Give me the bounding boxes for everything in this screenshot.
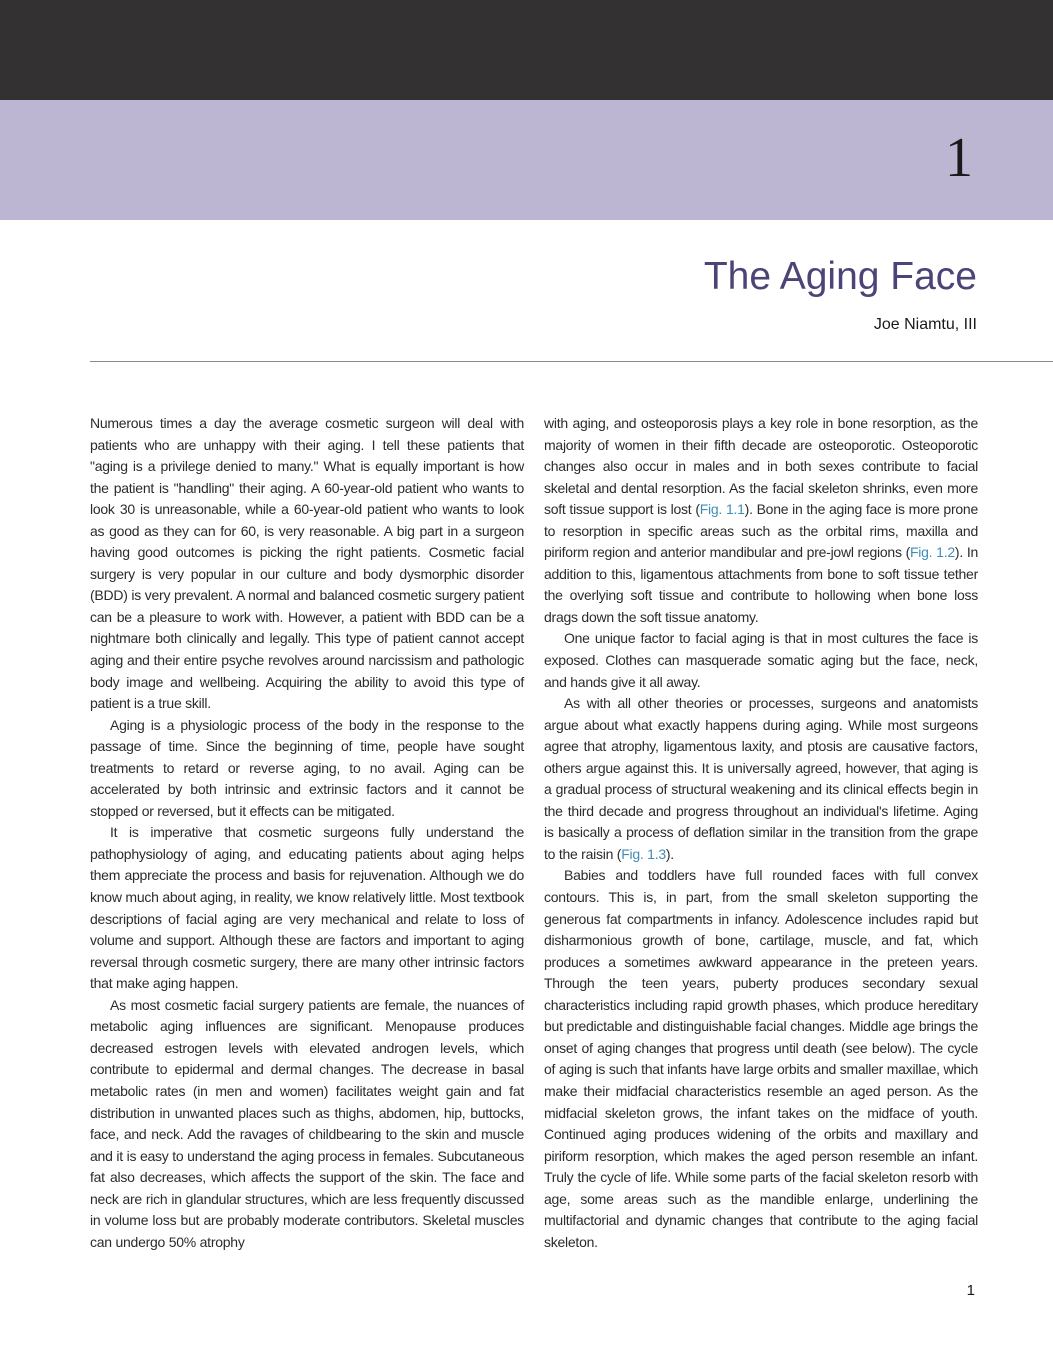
body-column-left [90, 413, 524, 1253]
body-column-right [544, 413, 978, 1253]
chapter-title: The Aging Face [703, 255, 977, 298]
paragraph-text: ). [665, 845, 674, 862]
paragraph-text: As with all other theories or processes, surgeons and anatomists argue about what exactly happens during aging. While most surgeons agree that atrophy, ligamentous laxity, and ptosis are causative factors, others argue against this. It is universally agreed, however, that aging is a gradual process of structural weakening and its clinical effects begin in the third decade and progress throughout an individual's lifetime. Aging is basically a process of deflation similar in the transition from the grape to the raisin ( [544, 695, 978, 862]
paragraph-text: Babies and toddlers have full rounded faces with full convex contours. This is, in part, from the small skeleton supporting the generous fat compartments in infancy. Adolescence includes rapid but disharmonious growth of bone, cartilage, muscle, and fat, which produces a sometimes awkward appearance in the preteen years. Through the teen years, puberty produces secondary sexual characteristics including rapid growth phases, which produce hereditary but predictable and distinguishable facial changes. Middle age brings the onset of aging changes that progress until death (see below). The cycle of aging is such that infants have large orbits and smaller maxillae, which make their midfacial characteristics resemble an aged person. As the midfacial skeleton grows, the infant takes on the midface of youth. Continued aging produces widening of the orbits and maxillary and piriform resorption, which makes the aged person resemble an infant. Truly the cycle of life. While some parts of the facial skeleton resorb with age, some areas such as the mandible enlarge, underlining the multifactorial and dynamic changes that contribute to the aging facial skeleton. [544, 867, 978, 1250]
body-paragraph [90, 413, 524, 715]
page-number: 1 [966, 1282, 975, 1299]
body-paragraph [90, 822, 524, 994]
paragraph-text: Aging is a physiologic process of the body in the response to the passage of time. Since the beginning of time, people have sought treatments to retard or reverse aging, to no avail. Aging can be accelerated by both intrinsic and extrinsic factors and it cannot be stopped or reversed, but it effects can be mitigated. [90, 716, 524, 819]
chapter-banner [0, 100, 1053, 220]
paragraph-text: One unique factor to facial aging is that in most cultures the face is exposed. Clothes can masquerade somatic aging but the face, neck, and hands give it all away. [544, 630, 978, 690]
body-paragraph [544, 413, 978, 628]
body-paragraph [544, 693, 978, 865]
paragraph-text: It is imperative that cosmetic surgeons fully understand the pathophysiology of aging, and educating patients about aging helps them appreciate the process and basis for rejuvenation. Although we do know much about aging, in reality, we know relatively little. Most textbook descriptions of facial aging are very mechanical and relate to loss of volume and support. Although these are factors and important to aging reversal through cosmetic surgery, there are many other intrinsic factors that make aging happen. [90, 824, 524, 992]
body-paragraph [544, 628, 978, 693]
body-paragraph [90, 995, 524, 1254]
paragraph-text: with aging, and osteoporosis plays a key role in bone resorption, as the majority of women in their fifth decade are osteoporotic. Osteoporotic changes also occur in males and in both sexes contribute to facial skeletal and dental resorption. As the facial skeleton shrinks, even more soft tissue support is lost ( [544, 415, 978, 518]
title-divider [90, 361, 1053, 362]
figure-reference-link[interactable]: Fig. 1.2 [909, 544, 955, 561]
paragraph-text: ). Bone in the aging face is more prone to resorption in specific areas such as the orbital rims, maxilla and piriform region and anterior mandibular and pre-jowl regions ( [544, 501, 978, 561]
figure-reference-link[interactable]: Fig. 1.1 [699, 501, 745, 518]
paragraph-text: As most cosmetic facial surgery patients are female, the nuances of metabolic aging influences are significant. Menopause produces decreased estrogen levels with elevated androgen levels, which contribute to epidermal and dermal changes. The decrease in basal metabolic rates (in men and women) facilitates weight gain and fat distribution in unwanted places such as thighs, abdomen, hip, buttocks, face, and neck. Add the ravages of childbearing to the skin and muscle and it is easy to understand the aging process in females. Subcutaneous fat also decreases, which affects the support of the skin. The face and neck are rich in glandular structures, which are less frequently discussed in volume loss but are probably moderate contributors. Skeletal muscles can undergo 50% atrophy [90, 996, 524, 1250]
chapter-number: 1 [945, 127, 973, 189]
figure-reference-link[interactable]: Fig. 1.3 [621, 845, 666, 862]
chapter-author: Joe Niamtu, III [873, 316, 977, 333]
paragraph-text: ). In addition to this, ligamentous attachments from bone to soft tissue tether the overlying soft tissue and contribute to hollowing when bone loss drags down the soft tissue anatomy. [544, 544, 978, 625]
body-paragraph [90, 715, 524, 823]
body-paragraph [544, 865, 978, 1253]
paragraph-text: Numerous times a day the average cosmetic surgeon will deal with patients who are unhappy with their aging. I tell these patients that "aging is a privilege denied to many." What is equally important is how the patient is "handling" their aging. A 60-year-old patient who wants to look 30 is unreasonable, while a 60-year-old patient who wants to look as good as they can for 60, is very reasonable. A big part in a surgeon having good outcomes is picking the right patients. Cosmetic facial surgery is very popular in our culture and body dysmorphic disorder (BDD) is very prevalent. A normal and balanced cosmetic surgery patient can be a pleasure to work with. However, a patient with BDD can be a nightmare both clinically and legally. This type of patient cannot accept aging and their entire psyche revolves around narcissism and pathologic body image and wellbeing. Acquiring the ability to avoid this type of patient is a true skill. [90, 415, 524, 712]
header-dark-band [0, 0, 1053, 100]
